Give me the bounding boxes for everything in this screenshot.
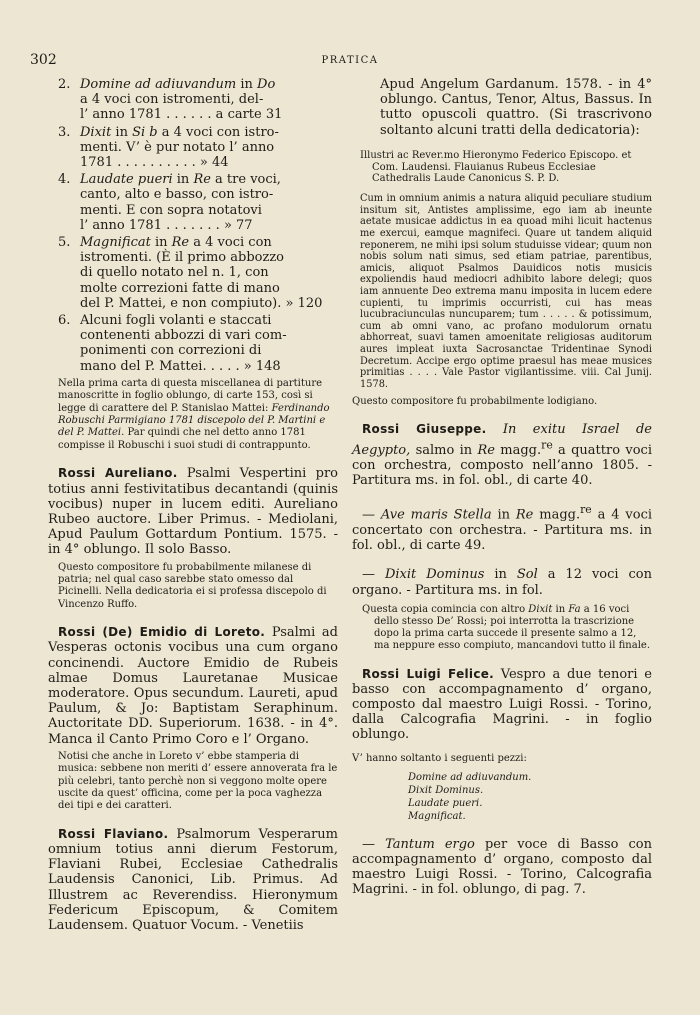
list-item-number: 3. [58, 124, 71, 140]
pieces-list [352, 771, 652, 823]
list-item-line: a 4 voci con istromenti, del- [80, 92, 264, 108]
entry-name: Rossi Giuseppe. [362, 422, 487, 437]
list-item [48, 235, 338, 311]
entry-text: Psalmi Vespertini pro totius anni festivitatibus decantandi (quinis vocibus) nuper in lucem editi. Aureliano Rubeo auctore. Liber Primus. - Mediolani, Apud Paulum Gottardum Pontium. 1575. - in 4° oblungo. Il solo Basso. [48, 466, 338, 558]
aureliano-note: Questo compositore fu probabilmente milanese di patria; nel qual caso sarebbe stato omesso dal Picinelli. Nella dedicatoria ei si professa discepolo di Vincenzo Ruffo. [58, 561, 327, 610]
entry-rossi-flaviano [48, 827, 338, 933]
dixit-note: Questa copia comincia con altro Dixit in Fa a 16 voci dello stesso De’ Rossi; poi interrotta la trascrizione dopo la prima carta succede il presente salmo a 12, ma neppure esso compiuto, mancandovi tutto il finale. [362, 603, 650, 652]
list-item-line: ponimenti con correzioni di [80, 343, 262, 359]
entry-name: Rossi Aureliano. [58, 466, 178, 481]
lodigiano-note: Questo compositore fu probabilmente lodigiano. [352, 396, 598, 408]
list-item-number: 5. [58, 235, 71, 251]
list-item-number: 2. [58, 77, 71, 92]
list-item-line: di quello notato nel n. 1, con [80, 265, 269, 281]
piece-item: Dixit Dominus. [408, 784, 484, 796]
running-title: PRATICA [321, 55, 379, 66]
list-item-line: Magnificat in Re a 4 voci con [80, 235, 272, 251]
numbered-list [48, 77, 338, 374]
dedication-heading: Illustri ac Rever.mo Hieronymo Federico Episcopo. et Com. Laudensi. Flauianus Rubeus Ecclesiae Cathedralis Laude Canonicus S. P. D. [360, 149, 632, 185]
pieces-intro: V’ hanno soltanto i seguenti pezzi: [352, 752, 527, 764]
list-item-reference: 1781 . . . . . . . . . . » 44 [80, 155, 229, 171]
piece-item: Laudate pueri. [408, 797, 483, 809]
entry-rossi-giuseppe [352, 422, 652, 488]
piece-item: Magnificat. [408, 810, 466, 822]
list-item [48, 172, 338, 233]
list-item-number: 4. [58, 172, 71, 188]
right-column [352, 77, 652, 897]
dedication-latin-text: Cum in omnium animis a natura aliquid peculiare studium insitum sit, Antistes amplissime, ego iam ab ineunte aetate musicae addictus in ea quoad mihi licuit hactenus me exercui, eamque magnifeci. Quare ut tandem aliquid reponerem, ne mihi ipsi solum studuisse videar; quum non nobis solum nati simus, sed etiam patriae, parentibus, amicis, aliquot Psalmos Dauidicos notis musicis expoliendis haud mediocri adhibito labore delegi; quos iam annuente Deo extrema manu imposita in lucem edere cupienti, tu imprimis occurristi, cui has meas lucubraciunculas nuncuparem; tum . . . . . & potissimum, cum ab omni vano, ac profano modulorum ornatu abhorreat, suavi tamen amoenitate religiosas auditorum aures impleat iuxta Sacrosanctae Tridentinae Synodi Decretum. Accipe ergo optime praesul has meae musices primitias . . . . Vale Pastor vigilantissime. viii. Cal Junij. 1578. [360, 193, 652, 390]
list-item-reference: l’ anno 1781 . . . . . . a carte 31 [80, 107, 283, 123]
entry-tantum-ergo: — Tantum ergo per voce di Basso con accompagnamento d’ organo, composto dal maestro Luigi Rossi. - Torino, Calcografia Magrini. - in fol. oblungo, di pag. 7. [352, 836, 652, 898]
entry-rossi-emidio [48, 625, 338, 747]
entry-name: Rossi (De) Emidio di Loreto. [58, 625, 266, 640]
list-item-line: Alcuni fogli volanti e staccati [80, 313, 272, 329]
list-item-line: menti. V’ è pur notato l’ anno [80, 139, 275, 155]
list-item-line: Domine ad adiuvandum in Do [80, 77, 276, 92]
list-item-line: canto, alto e basso, con istro- [80, 187, 274, 203]
list-item-line: Laudate pueri in Re a tre voci, [80, 172, 281, 188]
robuschi-note: Nella prima carta di questa miscellanea di partiture manoscritte in foglio oblungo, di carte 153, così si legge di carattere del P. Stanislao Mattei: Ferdinando Robuschi Parmigiano 1781 discepolo del P. Martini e del P. Mattei. Par quindi che nel detto anno 1781 compisse il Robuschi i suoi studi di contrappunto. [58, 377, 330, 451]
list-item-line: molte correzioni fatte di mano [80, 280, 280, 296]
entry-dixit-dominus: — Dixit Dominus in Sol a 12 voci con organo. - Partitura ms. in fol. [352, 567, 652, 598]
entry-text: In exitu Israel de Aegypto, salmo in Re magg.$^{re}$ a quattro voci con orchestra, composto nell’anno 1805. - Partitura ms. in fol. obl., di carte 40. [352, 422, 652, 489]
list-item [48, 125, 338, 171]
entry-rossi-luigi-felice [352, 667, 652, 743]
entry-text: Vespro a due tenori e basso con accompagnamento d’ organo, composto dal maestro Luigi Rossi. - Torino, dalla Calcografia Magrini. - in foglio oblungo. [352, 666, 652, 743]
left-column [48, 77, 338, 933]
list-item [48, 77, 338, 123]
list-item-reference: del P. Mattei, e non compiuto). » 120 [80, 295, 323, 311]
entry-name: Rossi Luigi Felice. [362, 666, 495, 681]
flaviano-continuation: Apud Angelum Gardanum. 1578. - in 4° oblungo. Cantus, Tenor, Altus, Bassus. In tutto opuscoli quattro. (Si trascrivono soltanto alcuni tratti della dedicatoria): [380, 77, 652, 138]
list-item [48, 313, 338, 374]
entry-text: Psalmi ad Vesperas octonis vocibus una cum organo concinendi. Auctore Emidio de Rubeis almae Domus Lauretanae Musicae moderatore. Opus secundum. Laureti, apud Paulum, & Jo: Baptistam Seraphinum. Auctoritate DD. Superiorum. 1638. - in 4°. Manca il Canto Primo Coro e l’ Organo. [48, 625, 339, 747]
page-header [30, 52, 670, 72]
entry-rossi-aureliano [48, 466, 338, 557]
list-item-reference: mano del P. Mattei. . . . . » 148 [80, 358, 281, 374]
list-item-reference: l’ anno 1781 . . . . . . . » 77 [80, 217, 253, 233]
entry-text: Psalmorum Vesperarum omnium totius anni dierum Festorum, Flaviani Rubei, Ecclesiae Cathedralis Laudensis Canonici, Lib. Primus. Ad Illustrem ac Reverendiss. Hieronymum Federicum Episcopum, & Comitem Laudensem. Quatuor Vocum. - Venetiis [48, 826, 338, 934]
list-item-line: contenenti abbozzi di vari com- [80, 328, 287, 344]
list-item-line: istromenti. (È il primo abbozzo [80, 250, 285, 266]
page-number: 302 [30, 52, 57, 68]
emidio-note: Notisi che anche in Loreto v’ ebbe stamperia di musica: sebbene non meriti d’ essere annoverata fra le più celebri, tanto perchè non si veggono molte opere uscite da quest’ officina, come per la poca vaghezza dei tipi e dei caratteri. [58, 750, 338, 812]
entry-name: Rossi Flaviano. [58, 826, 169, 841]
list-item-number: 6. [58, 313, 71, 329]
list-item-line: menti. E con sopra notatovi [80, 202, 262, 218]
list-item-line: Dixit in Si b a 4 voci con istro- [80, 124, 279, 140]
entry-ave-maris-stella: — Ave maris Stella in Re magg.$^{re}$ a 4 voci concertato con orchestra. - Partitura ms. in fol. obl., di carte 49. [352, 503, 653, 554]
piece-item: Domine ad adiuvandum. [408, 771, 532, 783]
